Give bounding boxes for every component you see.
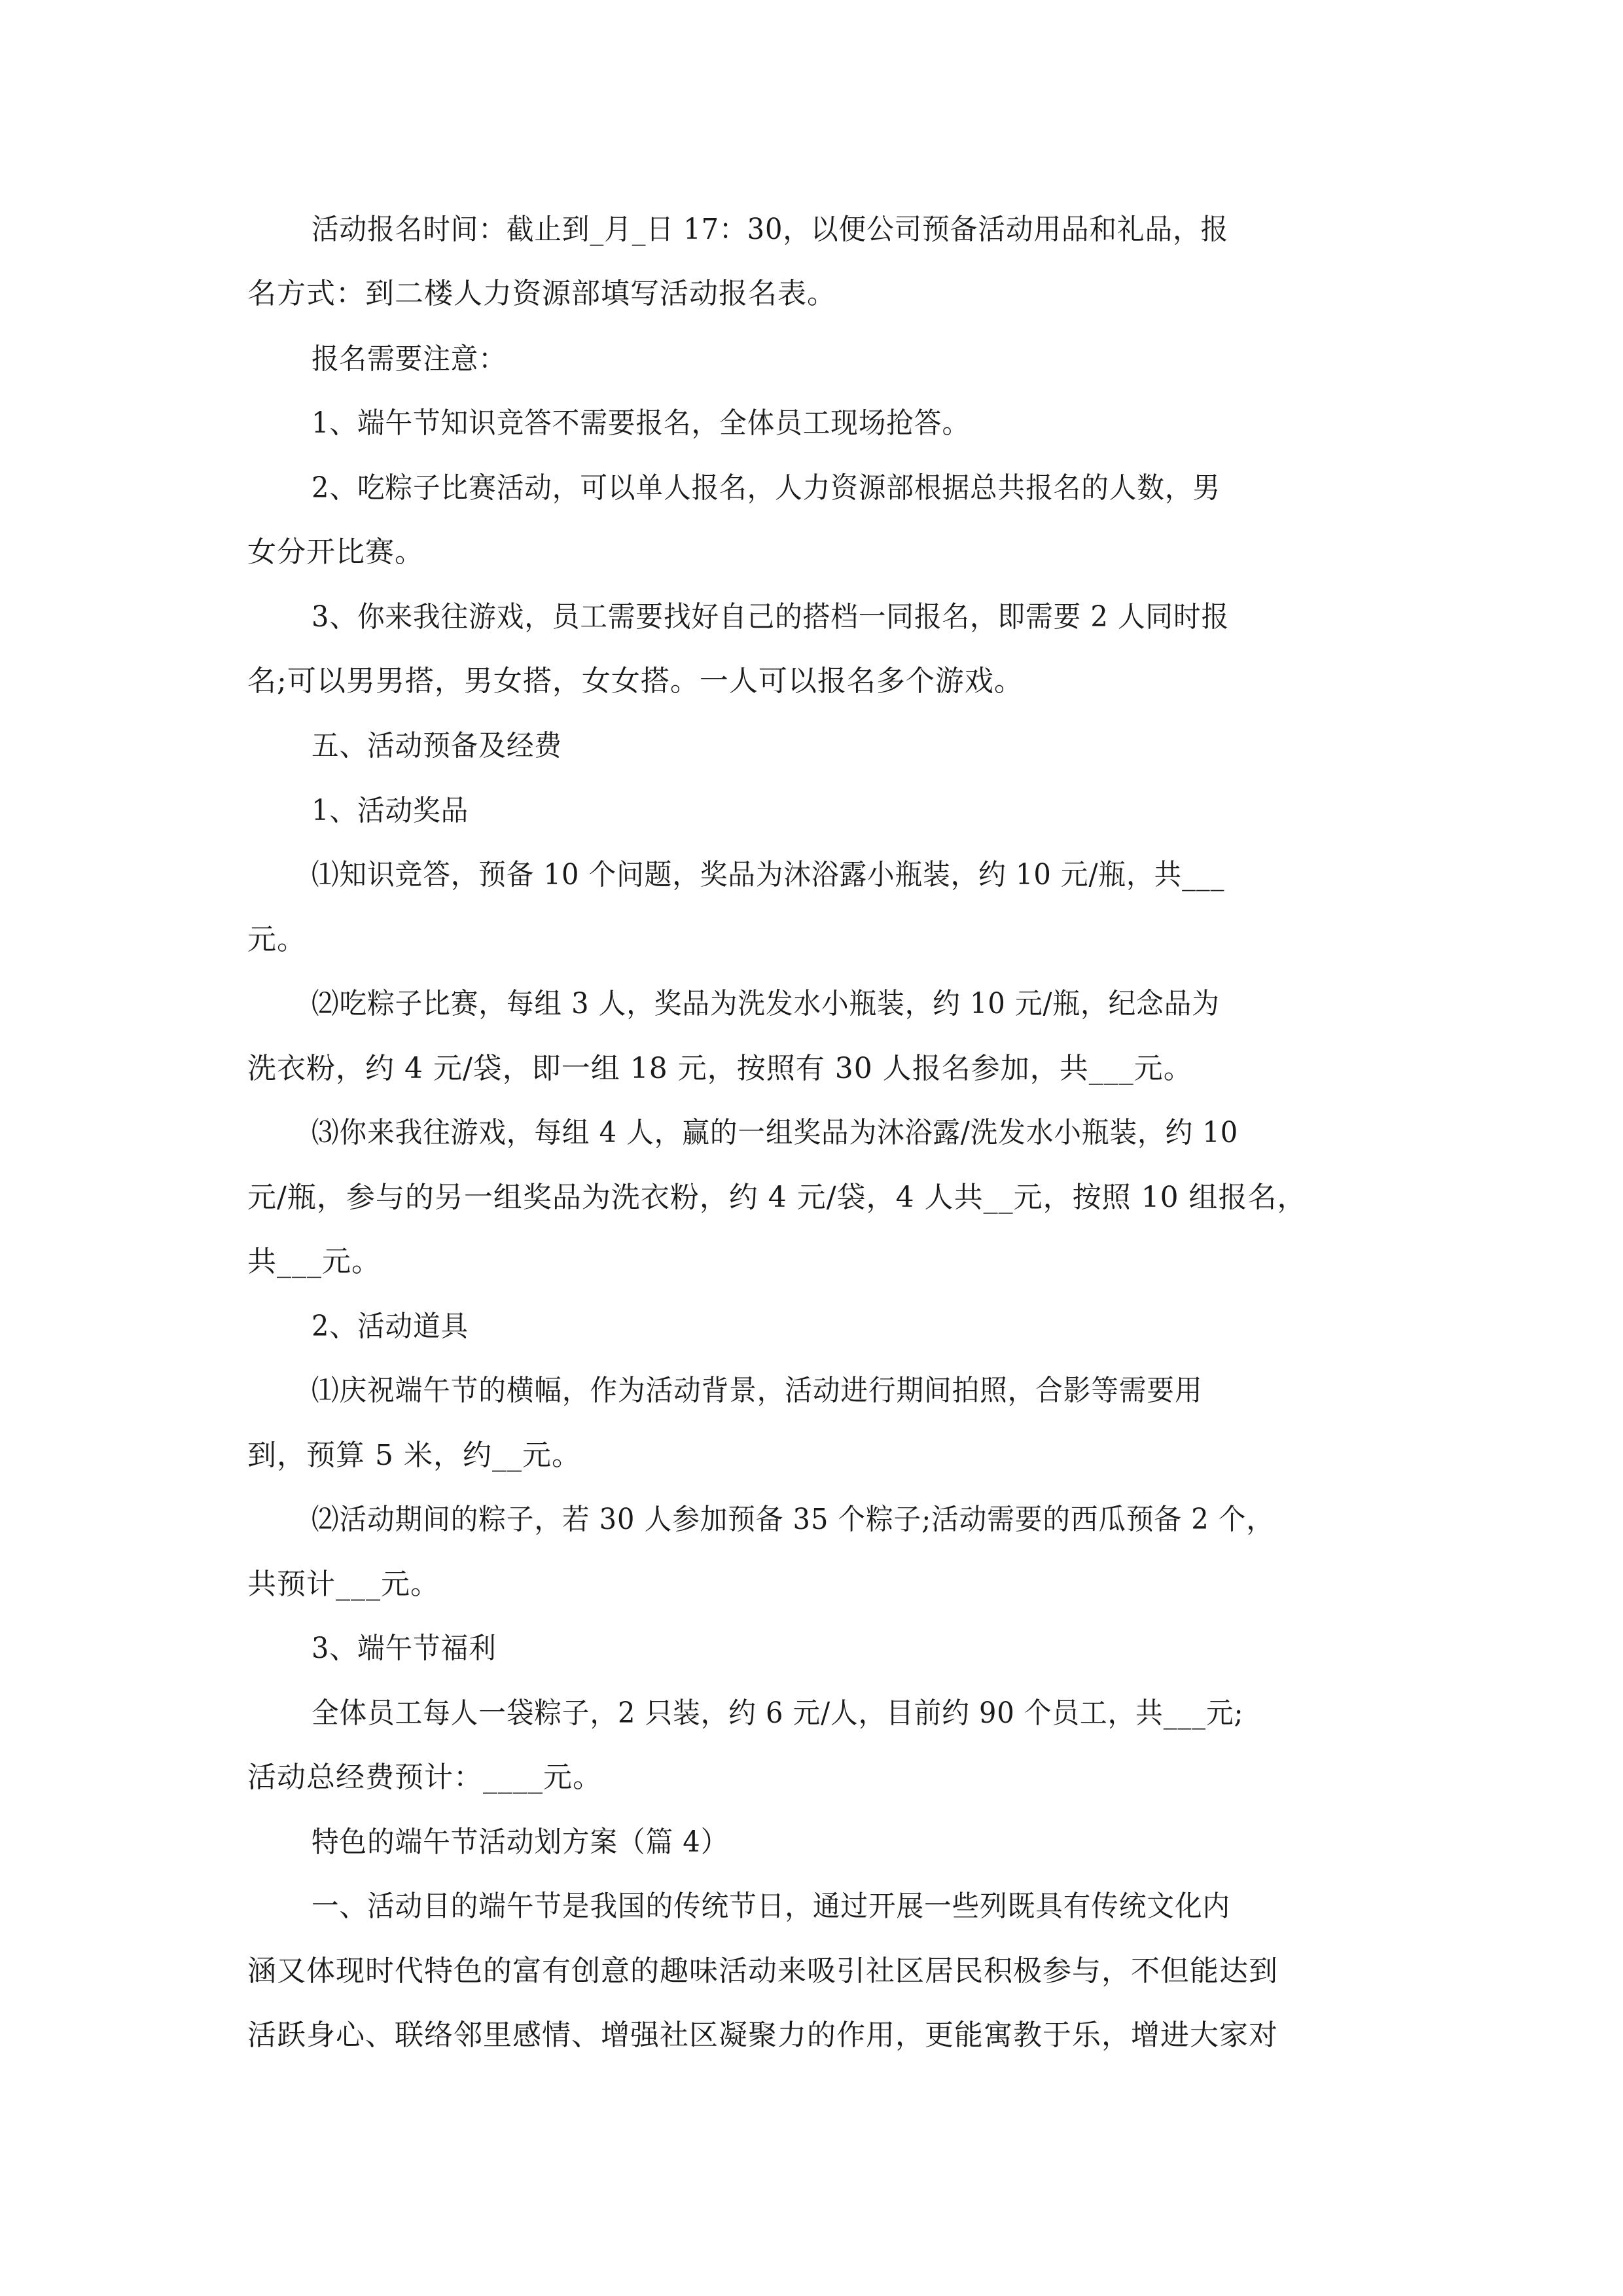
- sub-heading: 2、活动道具: [312, 1310, 469, 1343]
- sub-heading: 1、活动奖品: [312, 794, 469, 827]
- text-line: 报名需要注意：: [312, 342, 507, 376]
- section-heading: 五、活动预备及经费: [312, 729, 562, 762]
- text-line: 名;可以男男搭，男女搭，女女搭。一人可以报名多个游戏。: [247, 664, 1024, 698]
- text-line: ⑴知识竞答，预备 10 个问题，奖品为沐浴露小瓶装，约 10 元/瓶，共___: [312, 858, 1225, 891]
- text-line: 女分开比赛。: [247, 535, 424, 569]
- text-line: ⑵吃粽子比赛，每组 3 人，奖品为洗发水小瓶装，约 10 元/瓶，纪念品为: [312, 987, 1220, 1020]
- text-line: 共预计___元。: [247, 1568, 440, 1601]
- text-line: 洗衣粉，约 4 元/袋，即一组 18 元，按照有 30 人报名参加，共___元。: [247, 1052, 1193, 1085]
- section-title: 特色的端午节活动划方案（篇 4）: [312, 1825, 729, 1859]
- text-line: 元。: [247, 923, 306, 956]
- sub-heading: 3、端午节福利: [312, 1632, 497, 1665]
- text-line: 共___元。: [247, 1245, 381, 1278]
- text-line: 活跃身心、联络邻里感情、增强社区凝聚力的作用，更能寓教于乐，增进大家对: [247, 2018, 1278, 2052]
- text-line: 1、端午节知识竞答不需要报名，全体员工现场抢答。: [312, 406, 971, 440]
- text-line: 活动总经费预计：____元。: [247, 1761, 602, 1794]
- text-line: 活动报名时间：截止到_月_日 17：30，以便公司预备活动用品和礼品，报: [312, 213, 1229, 246]
- text-line: ⑶你来我往游戏，每组 4 人，赢的一组奖品为沐浴露/洗发水小瓶装，约 10: [312, 1116, 1239, 1149]
- text-line: 到，预算 5 米，约__元。: [247, 1439, 581, 1472]
- text-line: ⑴庆祝端午节的横幅，作为活动背景，活动进行期间拍照，合影等需要用: [312, 1374, 1203, 1407]
- text-line: 全体员工每人一袋粽子，2 只装，约 6 元/人，目前约 90 个员工，共___元;: [312, 1696, 1244, 1730]
- text-line: 名方式：到二楼人力资源部填写活动报名表。: [247, 277, 836, 310]
- text-line: ⑵活动期间的粽子，若 30 人参加预备 35 个粽子;活动需要的西瓜预备 2 个，: [312, 1503, 1274, 1536]
- text-line: 元/瓶，参与的另一组奖品为洗衣粉，约 4 元/袋，4 人共__元，按照 10 组报名，: [247, 1181, 1307, 1214]
- text-line: 一、活动目的端午节是我国的传统节日，通过开展一些列既具有传统文化内: [312, 1890, 1231, 1923]
- text-line: 3、你来我往游戏，员工需要找好自己的搭档一同报名，即需要 2 人同时报: [312, 600, 1230, 634]
- text-line: 2、吃粽子比赛活动，可以单人报名，人力资源部根据总共报名的人数，男: [312, 471, 1221, 505]
- text-line: 涵又体现时代特色的富有创意的趣味活动来吸引社区居民积极参与，不但能达到: [247, 1954, 1278, 1988]
